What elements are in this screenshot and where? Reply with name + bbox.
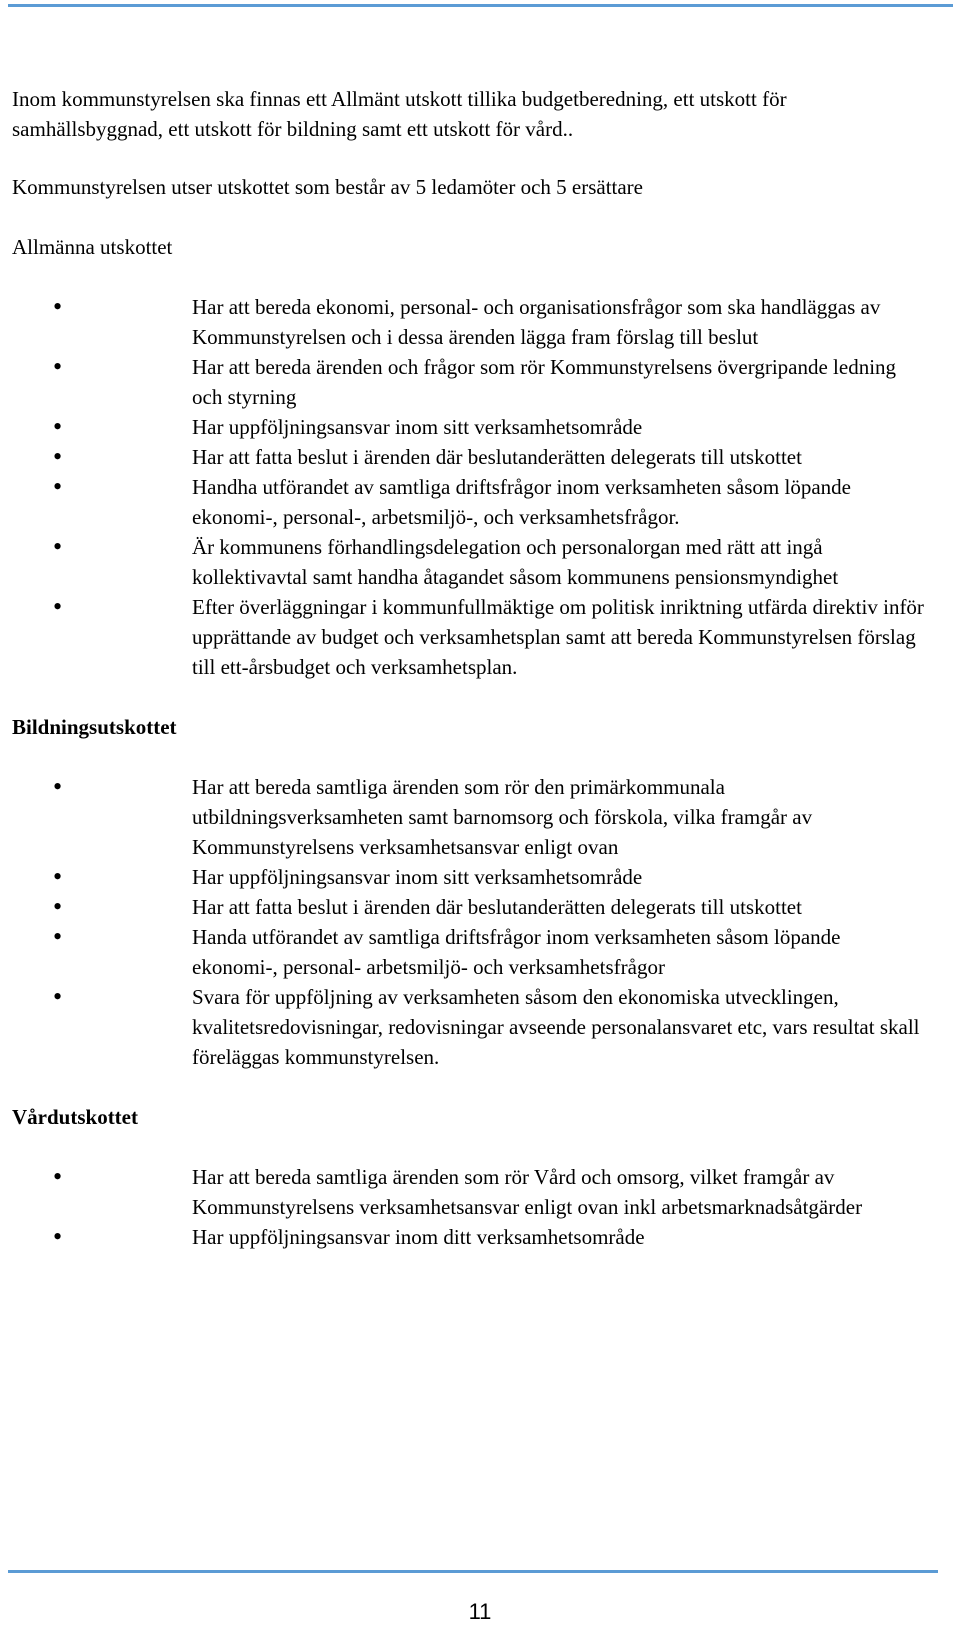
document-body [12, 84, 952, 1252]
bullet-icon: • [53, 472, 63, 501]
bullet-icon: • [53, 922, 63, 951]
page-number: 11 [468, 1599, 492, 1624]
intro-paragraph-2: Kommunstyrelsen utser utskottet som består av 5 ledamöter och 5 ersättare [12, 175, 643, 199]
bullet-icon: • [53, 592, 63, 621]
list-item: • Har att bereda ekonomi, personal- och organisationsfrågor som ska handläggas av Kommunstyrelsen och i dessa ärenden lägga fram förslag till beslut [53, 292, 881, 349]
bullet-icon: • [53, 892, 63, 921]
list-item: • Har att bereda samtliga ärenden som rör Vård och omsorg, vilket framgår av Kommunstyrelsens verksamhetsansvar enligt ovan inkl arbetsmarknadsåtgärder [53, 1162, 863, 1219]
bullet-icon: • [53, 352, 63, 381]
section-heading-vard: Vårdutskottet [12, 1105, 138, 1129]
top-rule [8, 4, 953, 7]
list-item: • Har uppföljningsansvar inom sitt verksamhetsområde [53, 412, 643, 441]
list-item: • Efter överläggningar i kommunfullmäktige om politisk inriktning utfärda direktiv inför upprättande av budget och verksamhetsplan samt att bereda Kommunstyrelsen förslag till ett-årsbudget och verksamhetsplan. [53, 592, 924, 679]
list-item: • Har att bereda samtliga ärenden som rör den primärkommunala utbildningsverksamheten samt barnomsorg och förskola, vilka framgår av Kommunstyrelsens verksamhetsansvar enligt ovan [53, 772, 813, 859]
bullet-icon: • [53, 442, 63, 471]
bullet-icon: • [53, 1162, 63, 1191]
section-heading-allmanna: Allmänna utskottet [12, 235, 173, 259]
bullet-icon: • [53, 982, 63, 1011]
bullet-icon: • [53, 1222, 63, 1251]
list-item: • Har uppföljningsansvar inom ditt verksamhetsområde [53, 1222, 645, 1251]
list-item: • Svara för uppföljning av verksamheten såsom den ekonomiska utvecklingen, kvalitetsredovisningar, redovisningar avseende personalansvaret etc, vars resultat skall föreläggas kommunstyrelsen. [53, 982, 920, 1069]
bullet-list-allmanna [12, 292, 952, 682]
list-item: • Har uppföljningsansvar inom sitt verksamhetsområde [53, 862, 643, 891]
list-item: • Är kommunens förhandlingsdelegation och personalorgan med rätt att ingå kollektivavtal samt handha åtagandet såsom kommunens pensionsmyndighet [53, 532, 839, 589]
list-item: • Handha utförandet av samtliga driftsfrågor inom verksamheten såsom löpande ekonomi-, personal-, arbetsmiljö-, och verksamhetsfrågor. [53, 472, 851, 529]
list-item: • Har att fatta beslut i ärenden där beslutanderätten delegerats till utskottet [53, 442, 802, 471]
list-item: • Har att fatta beslut i ärenden där beslutanderätten delegerats till utskottet [53, 892, 802, 921]
bullet-icon: • [53, 772, 63, 801]
bullet-icon: • [53, 862, 63, 891]
intro-paragraph-1: Inom kommunstyrelsen ska finnas ett Allmänt utskott tillika budgetberedning, ett utskott för samhällsbyggnad, ett utskott för bildning samt ett utskott för vård.. [12, 87, 787, 141]
bullet-icon: • [53, 532, 63, 561]
bullet-list-vard [12, 1162, 952, 1252]
bottom-rule [8, 1570, 938, 1573]
list-item: • Handa utförandet av samtliga driftsfrågor inom verksamheten såsom löpande ekonomi-, personal- arbetsmiljö- och verksamhetsfrågor [53, 922, 841, 979]
list-item: • Har att bereda ärenden och frågor som rör Kommunstyrelsens övergripande ledning och styrning [53, 352, 897, 409]
bullet-icon: • [53, 292, 63, 321]
section-heading-bildning: Bildningsutskottet [12, 715, 177, 739]
bullet-list-bildning [12, 772, 952, 1072]
bullet-icon: • [53, 412, 63, 441]
